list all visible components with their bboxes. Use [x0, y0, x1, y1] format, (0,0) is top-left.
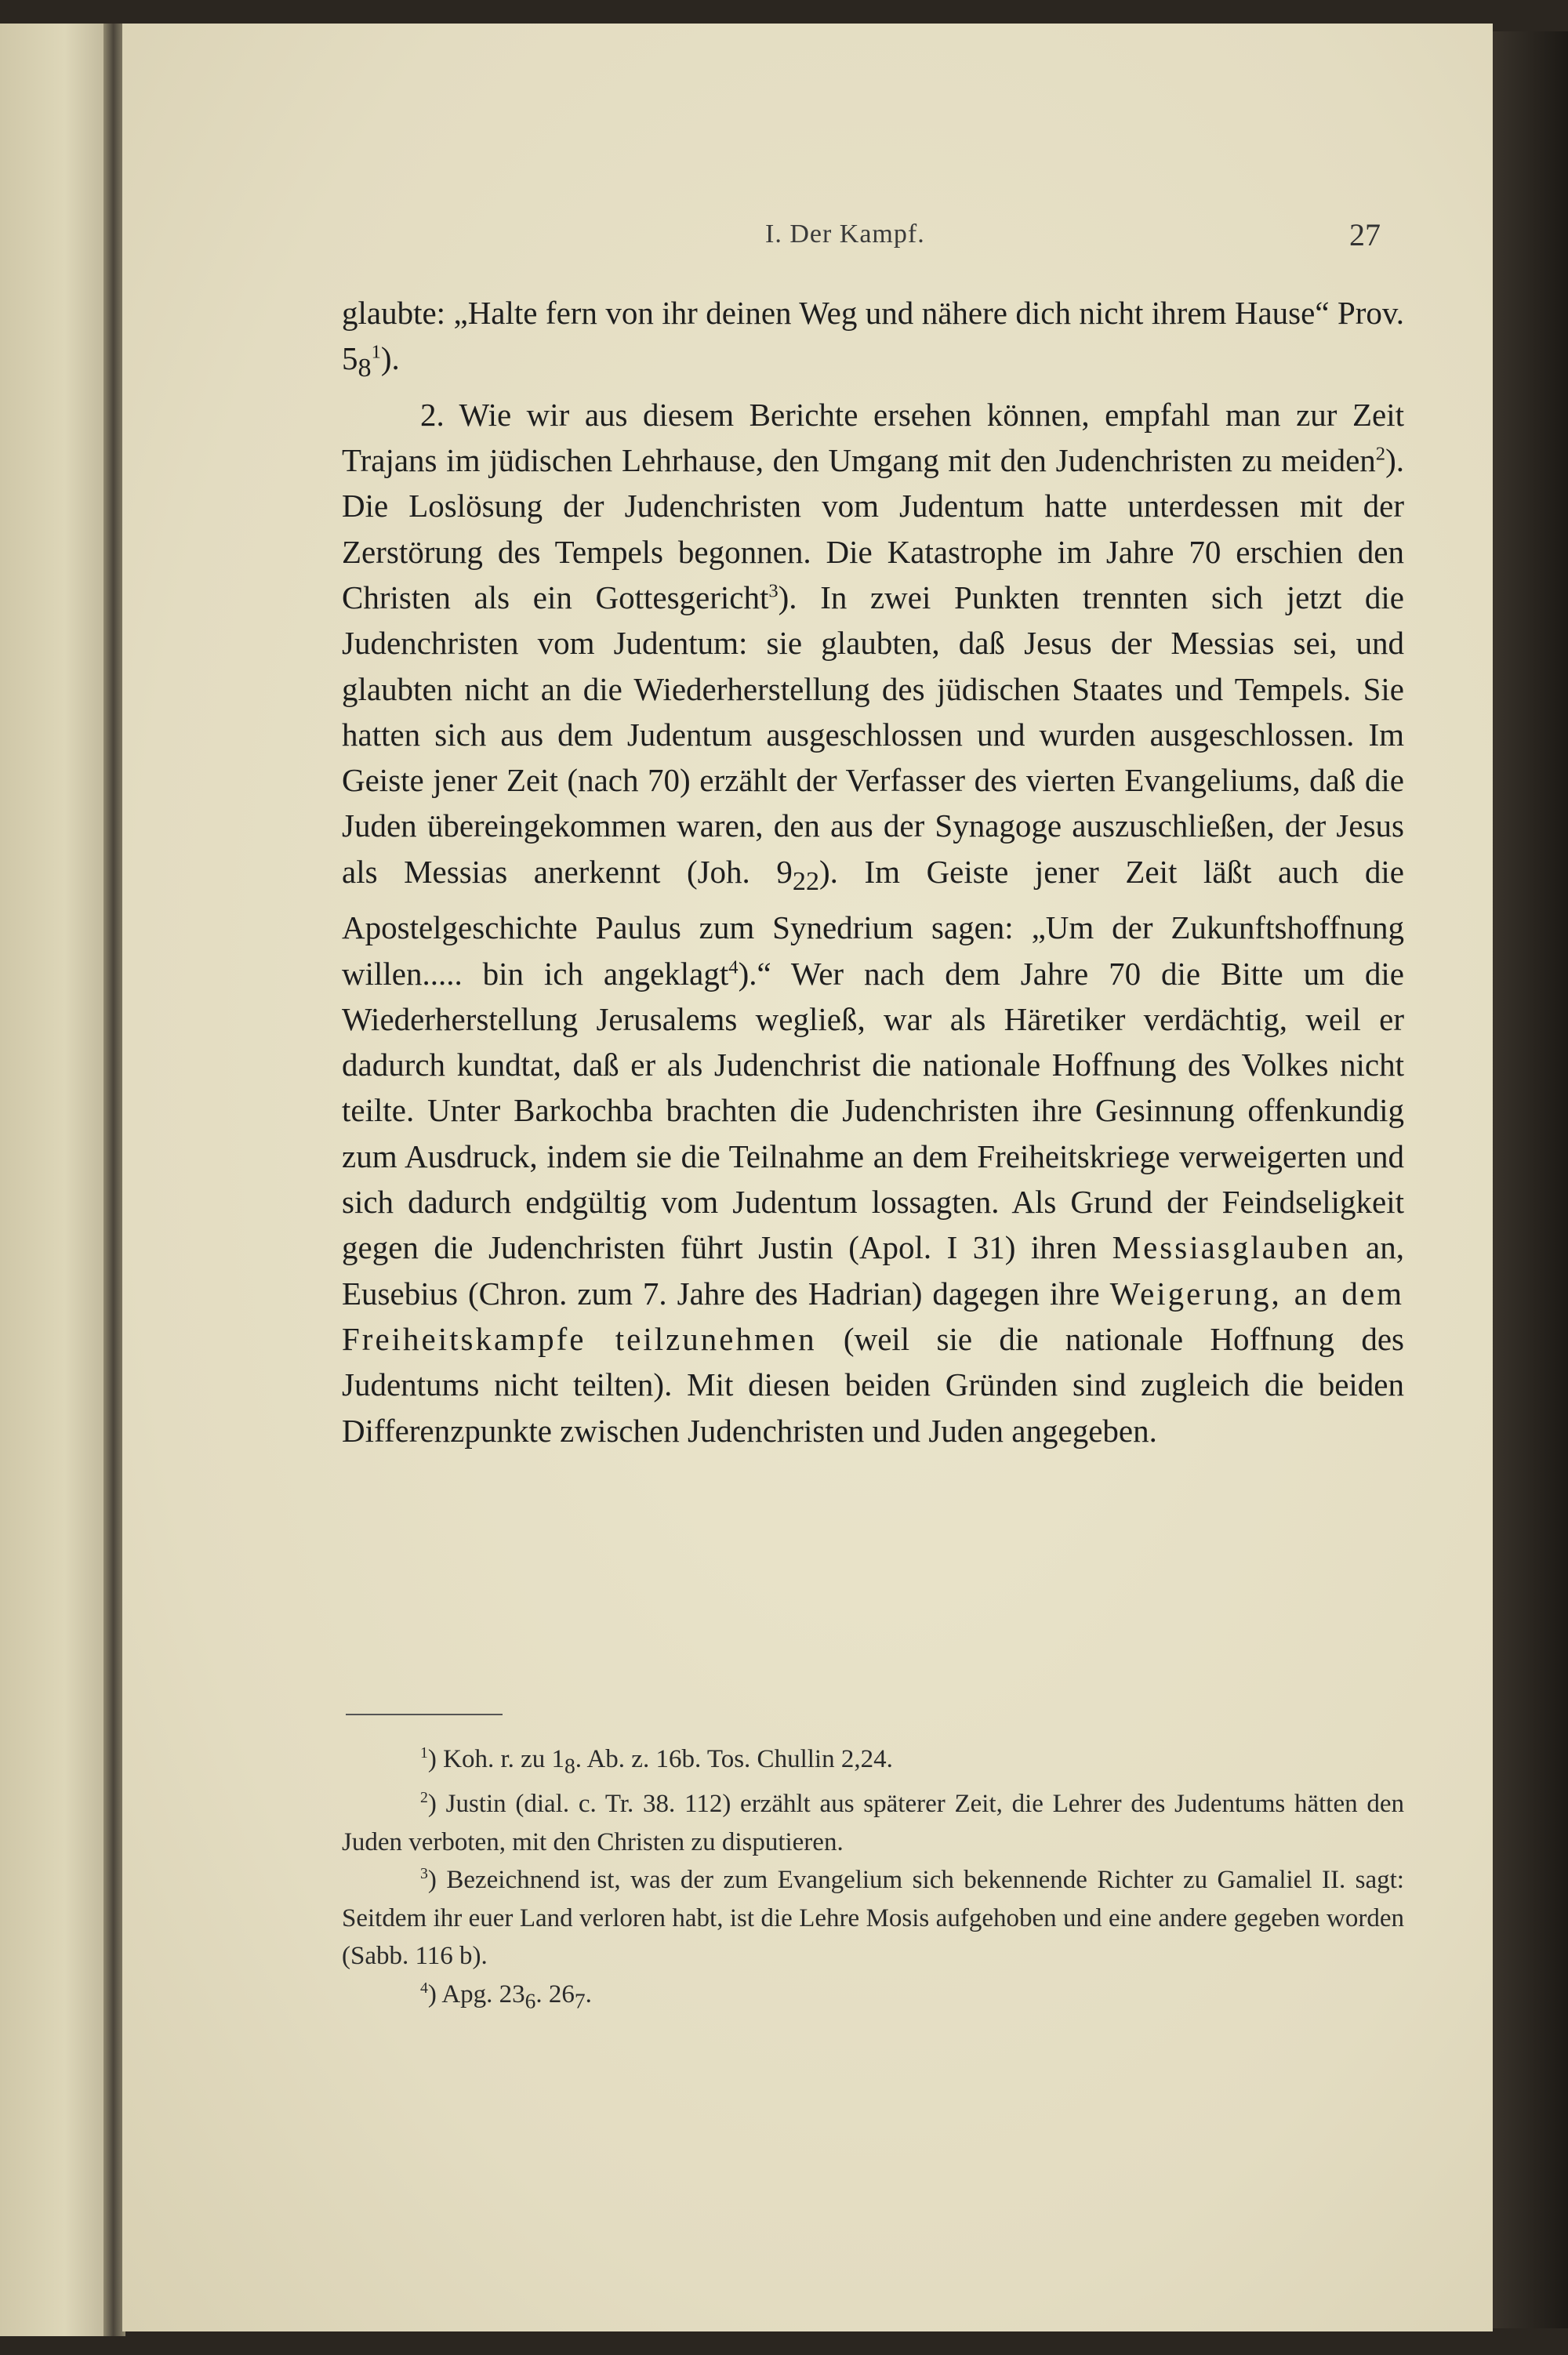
footnote-2: $^2$) Justin (dial. c. Tr. 38. 112) erzählt aus späterer Zeit, die Lehrer des Judentums hätten den Juden verboten, mit den Christen zu disputieren.: [342, 1789, 1404, 1856]
footnote-3-text: Bezeichnend ist, was der zum Evangelium sich bekennende Richter zu Gamaliel II. sagt: Seitdem ihr euer Land verloren habt, ist die Lehre Mosis aufgehoben und eine andere gegeben worden (Sabb. 116 b).: [342, 1866, 1404, 1971]
footnote-1-text-b: . Ab. z. 16b. Tos. Chullin 2,24.: [575, 1745, 893, 1773]
footnote-4-text-c: .: [585, 1979, 592, 2008]
running-head: I. Der Kampf.: [765, 220, 925, 249]
paragraph-2-part-5: ).“ Wer nach dem Jahre 70 die Bitte um die Wiederherstellung Jerusalems wegließ, war als Häretiker verdächtig, weil er dadurch kundtat, daß er als Judenchrist die nationale Hoffnung des Volkes nicht teilte. Unter Barkochba brachten die Judenchristen ihre Gesinnung offenkundig zum Ausdruck, indem sie die Teilnahme an dem Freiheitskriege verweigerten und sich dadurch endgültig vom Judentum lossagten. Als Grund der Feindseligkeit gegen die Judenchristen führt Justin (Apol. I 31) ihren: [342, 955, 1404, 1266]
paragraph-1: [342, 290, 1404, 392]
footnotes: [342, 1740, 1404, 2020]
footnote-4: $^4$) Apg. $23_6$. $26_7$.: [420, 1979, 592, 2013]
footnote-4-subscript-2: 7: [574, 1988, 586, 2013]
footnote-4-text-b: . 26: [535, 1979, 575, 2008]
verse-subscript: 8: [358, 354, 372, 383]
footnote-divider: [346, 1714, 503, 1715]
spaced-emphasis-2: Weigerung, an dem Freiheitskampfe teilzunehmen: [342, 1275, 1404, 1357]
footnote-4-subscript-1: 6: [524, 1988, 536, 2013]
book-cover-edge: [1490, 31, 1568, 2328]
paragraph-2: [342, 392, 1404, 1453]
footnote-4-mark: 4: [420, 1979, 428, 1997]
footnote-2-mark: 2: [420, 1789, 428, 1807]
footnote-ref-4: 4: [728, 956, 739, 978]
footnote-1-text-a: Koh. r. zu 1: [443, 1745, 565, 1773]
paragraph-2-part-4: ). Im Geiste jener Zeit läßt auch die Apostelgeschichte Paulus zum Synedrium sagen: „Um der Zukunftshoffnung willen..... bin ich angeklagt: [342, 853, 1404, 992]
footnote-3-mark: 3: [420, 1865, 428, 1883]
footnote-2-text: Justin (dial. c. Tr. 38. 112) erzählt aus späterer Zeit, die Lehrer des Judentums hätten den Juden verboten, mit den Christen zu disputieren.: [342, 1790, 1404, 1856]
book-page: [122, 24, 1493, 2331]
footnote-3: $^3$) Bezeichnend ist, was der zum Evangelium sich bekennende Richter zu Gamaliel II. sagt: Seitdem ihr euer Land verloren habt, ist die Lehre Mosis aufgehoben und eine andere gegeben worden (Sabb. 116 b).: [342, 1865, 1404, 1971]
footnote-1-mark: 1: [420, 1744, 428, 1762]
footnote-ref-1: 1: [371, 341, 381, 363]
spaced-emphasis-1: Messiasglauben: [1112, 1229, 1351, 1266]
paragraph-1-tail: ).: [380, 340, 400, 377]
paragraph-1-text: glaubte: „Halte fern von ihr deinen Weg und nähere dich nicht ihrem Hause“ Prov. 5: [342, 295, 1404, 377]
paragraph-2-part-7: (weil sie die nationale Hoffnung des Judentums nicht teilten). Mit diesen beiden Gründen sind zugleich die beiden Differenzpunkte zwischen Judenchristen und Juden angegeben.: [342, 1320, 1404, 1449]
joh-verse-subscript: 22: [792, 866, 820, 896]
page-number: 27: [1349, 217, 1381, 252]
footnote-ref-2: 2: [1375, 443, 1386, 465]
body-text: [342, 290, 1404, 1453]
paragraph-2-part-1: 2. Wie wir aus diesem Berichte ersehen können, empfahl man zur Zeit Trajans im jüdischen Lehrhause, den Umgang mit den Judenchristen zu meiden: [342, 396, 1404, 479]
paragraph-2-part-6: an, Eusebius (Chron. zum 7. Jahre des Hadrian) dagegen ihre: [342, 1229, 1404, 1312]
footnote-4-text-a: Apg. 23: [441, 1979, 525, 2008]
paragraph-2-part-2: ). Die Loslösung der Judenchristen vom Judentum hatte unterdessen mit der Zerstörung des Tempels begonnen. Die Katastrophe im Jahre 70 erschien den Christen als ein Gottesgericht: [342, 442, 1404, 615]
footnote-ref-3: 3: [768, 580, 779, 602]
left-page-edge: [0, 24, 118, 2336]
paragraph-2-part-3: ). In zwei Punkten trennten sich jetzt die Judenchristen vom Judentum: sie glaubten, daß Jesus der Messias sei, und glaubten nicht an die Wiederherstellung des jüdischen Staates und Tempels. Sie hatten sich aus dem Judentum ausgeschlossen und wurden ausgeschlossen. Im Geiste jener Zeit (nach 70) erzählt der Verfasser des vierten Evangeliums, daß die Juden übereingekommen waren, den aus der Synagoge auszuschließen, der Jesus als Messias anerkennt (Joh. 9: [342, 579, 1404, 890]
footnote-1-subscript: 8: [564, 1753, 575, 1778]
footnote-1: $^1$) Koh. r. zu $1_8$. Ab. z. 16b. Tos. Chullin 2,24.: [420, 1744, 893, 1778]
